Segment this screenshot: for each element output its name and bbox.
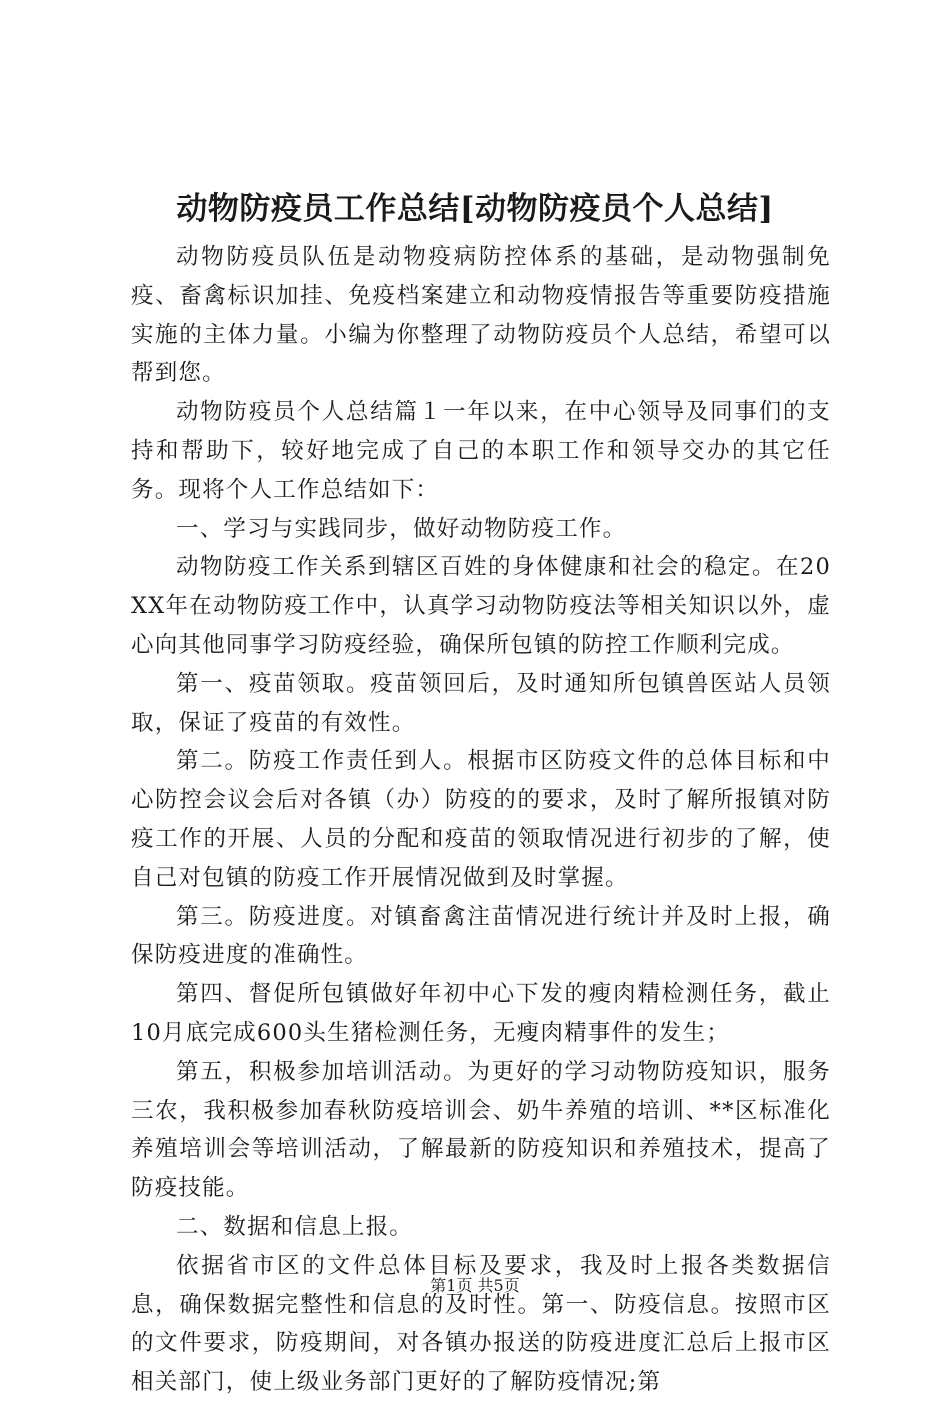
paragraph: 第二。防疫工作责任到人。根据市区防疫文件的总体目标和中心防控会议会后对各镇（办）防疫的的要求，及时了解所报镇对防疫工作的开展、人员的分配和疫苗的领取情况进行初步的了解，使自己对包镇的防疫工作开展情况做到及时掌握。 xyxy=(131,748,831,891)
paragraph: 第四、督促所包镇做好年初中心下发的瘦肉精检测任务，截止10月底完成600头生猪检测任务，无瘦肉精事件的发生； xyxy=(131,981,831,1046)
paragraph: 第一、疫苗领取。疫苗领回后，及时通知所包镇兽医站人员领取，保证了疫苗的有效性。 xyxy=(131,670,831,736)
document-body xyxy=(131,238,831,1402)
paragraph: 依据省市区的文件总体目标及要求，我及时上报各类数据信息，确保数据完整性和信息的及时性。第一、防疫信息。按照市区的文件要求，防疫期间，对各镇办报送的防疫进度汇总后上报市区相关部门，使上级业务部门更好的了解防疫情况;第 xyxy=(131,1252,831,1396)
paragraph: 动物防疫工作关系到辖区百姓的身体健康和社会的稳定。在20XX年在动物防疫工作中，认真学习动物防疫法等相关知识以外，虚心向其他同事学习防疫经验，确保所包镇的防控工作顺利完成。 xyxy=(131,554,831,658)
document-title: 动物防疫员工作总结[动物防疫员个人总结] xyxy=(176,191,774,227)
section-heading: 二、数据和信息上报。 xyxy=(176,1213,414,1240)
paragraph: 动物防疫员个人总结篇１一年以来，在中心领导及同事们的支持和帮助下，较好地完成了自己的本职工作和领导交办的其它任务。现将个人工作总结如下： xyxy=(131,399,831,503)
paragraph: 动物防疫员队伍是动物疫病防控体系的基础，是动物强制免疫、畜禽标识加挂、免疫档案建立和动物疫情报告等重要防疫措施实施的主体力量。小编为你整理了动物防疫员个人总结，希望可以帮到您。 xyxy=(131,244,831,387)
paragraph: 第五，积极参加培训活动。为更好的学习动物防疫知识，服务三农，我积极参加春秋防疫培训会、奶牛养殖的培训、**区标准化养殖培训会等培训活动，了解最新的防疫知识和养殖技术，提高了防疫技能。 xyxy=(131,1058,831,1202)
paragraph: 第三。防疫进度。对镇畜禽注苗情况进行统计并及时上报，确保防疫进度的准确性。 xyxy=(131,903,831,969)
page-number: 第1页 共5页 xyxy=(430,1276,520,1295)
section-heading: 一、学习与实践同步，做好动物防疫工作。 xyxy=(176,515,627,542)
